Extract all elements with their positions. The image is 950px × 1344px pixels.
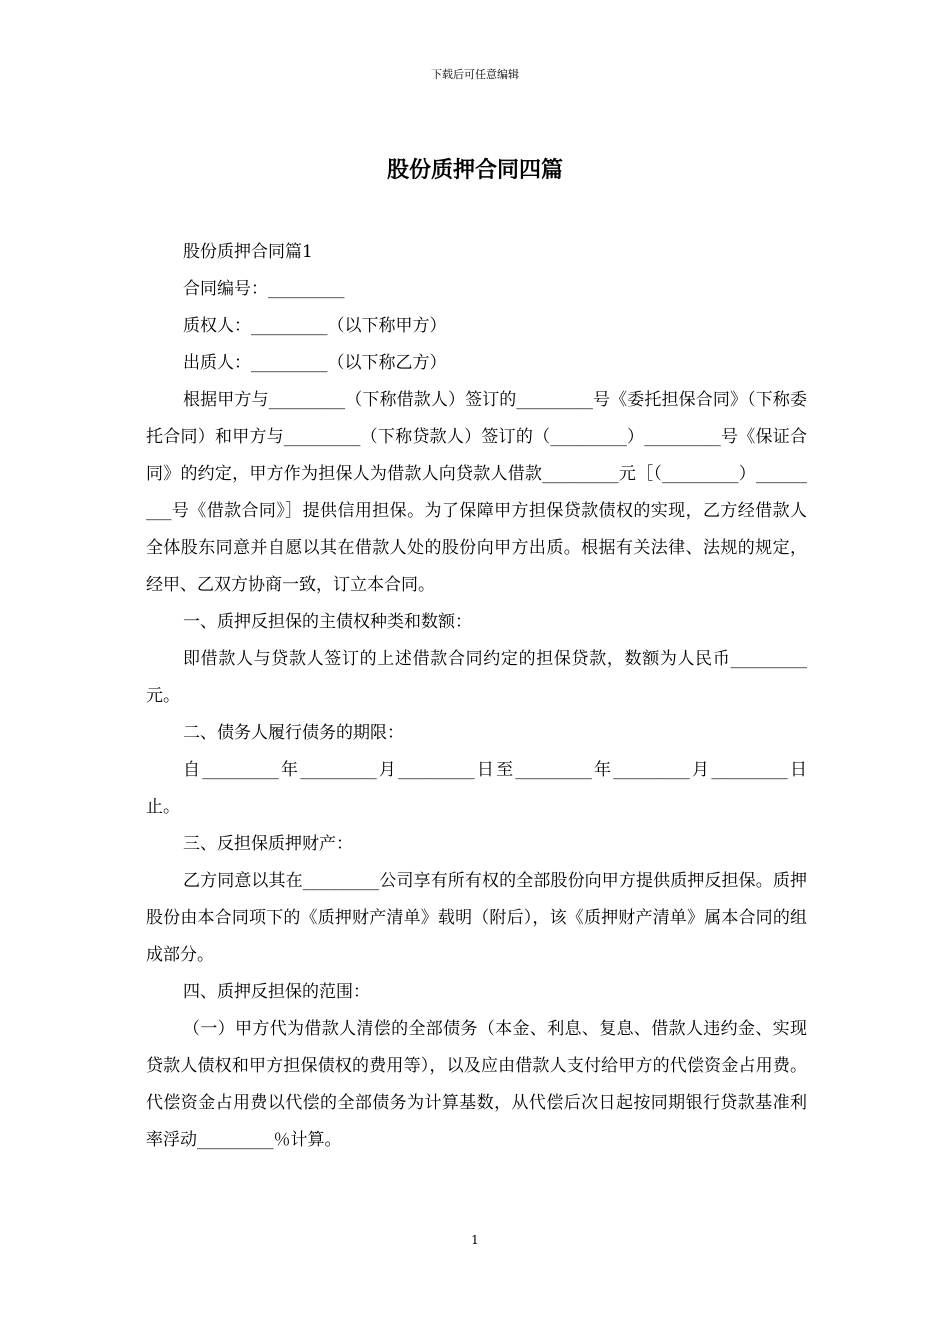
clause-text-1: 即借款人与贷款人签订的上述借款合同约定的担保贷款，数额为人民币_________元。: [146, 649, 807, 706]
document-body: [146, 234, 807, 1159]
clause-text-4: （一）甲方代为借款人清偿的全部债务（本金、利息、复息、借款人违约金、实现贷款人债权和甲方担保债权的费用等），以及应由借款人支付给甲方的代偿资金占用费。代偿资金占用费以代偿的全部债务为计算基数，从代偿后次日起按同期银行贷款基准利率浮动_________％计算。: [146, 1019, 807, 1150]
pledgor-line: 出质人：_________（以下称乙方）: [183, 353, 447, 373]
contract-number-line: 合同编号：_________: [183, 279, 345, 299]
preamble-paragraph: 根据甲方与_________（下称借款人）签订的_________号《委托担保合同》（下称委托合同）和甲方与_________（下称贷款人）签订的（_________）_________号《保证合同》的约定，甲方作为担保人为借款人向贷款人借款_________元［（_________）_________号《借款合同》］提供信用担保。为了保障甲方担保贷款债权的实现，乙方经借款人全体股东同意并自愿以其在借款人处的股份向甲方出质。根据有关法律、法规的规定，经甲、乙双方协商一致，订立本合同。: [146, 390, 807, 595]
header-note: 下载后可任意编辑: [431, 68, 519, 81]
clause-heading-3: 三、反担保质押财产：: [183, 834, 353, 854]
pledgee-line: 质权人：_________（以下称甲方）: [183, 316, 447, 336]
document-title: 股份质押合同四篇: [386, 157, 563, 183]
clause-heading-1: 一、质押反担保的主债权种类和数额：: [183, 612, 472, 632]
clause-text-3: 乙方同意以其在_________公司享有所有权的全部股份向甲方提供质押反担保。质押股份由本合同项下的《质押财产清单》载明（附后），该《质押财产清单》属本合同的组成部分。: [146, 871, 807, 965]
section-heading: 股份质押合同篇1: [183, 242, 313, 262]
clause-heading-2: 二、债务人履行债务的期限：: [183, 723, 404, 743]
clause-heading-4: 四、质押反担保的范围：: [183, 982, 370, 1002]
clause-text-2: 自_________年_________月_________日至_________年_________月_________日止。: [146, 760, 807, 817]
page-number: 1: [471, 1233, 479, 1247]
